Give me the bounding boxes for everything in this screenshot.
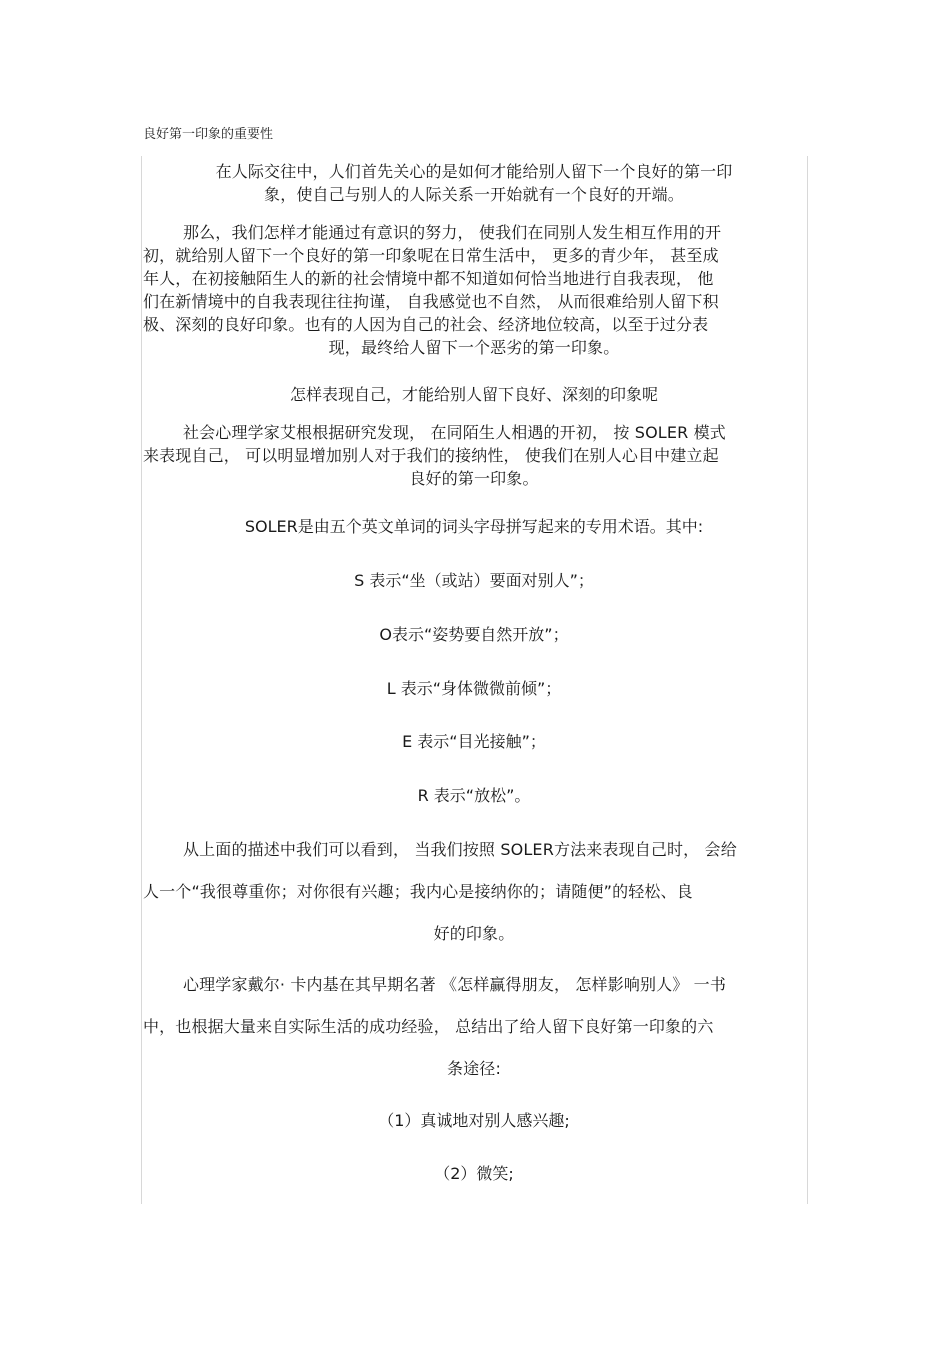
- paragraph-soler-intro: [143, 421, 805, 490]
- way-item-1: （1）真诚地对别人感兴趣;: [378, 1111, 570, 1130]
- text-line: 来表现自己， 可以明显增加别人对于我们的接纳性， 使我们在别人心目中建立起: [143, 446, 719, 465]
- soler-item-s: S 表示“坐（或站）要面对别人”；: [354, 571, 594, 590]
- question-line: 怎样表现自己，才能给别人留下良好、深刻的印象呢: [289, 385, 658, 404]
- text-line: 人一个“我很尊重你；对你很有兴趣；我内心是接纳你的；请随便”的轻松、良: [143, 882, 693, 901]
- text-line: 现，最终给人留下一个恶劣的第一印象。: [328, 338, 620, 357]
- paragraph-how: [143, 221, 805, 359]
- text-line: 条途径:: [447, 1059, 501, 1078]
- text-line: 年人，在初接触陌生人的新的社会情境中都不知道如何恰当地进行自我表现， 他: [143, 269, 714, 288]
- text-line: 那么，我们怎样才能通过有意识的努力， 使我们在同别人发生相互作用的开: [183, 223, 722, 242]
- text-line: 好的印象。: [433, 924, 515, 943]
- text-line: 极、深刻的良好印象。也有的人因为自己的社会、经济地位较高，以至于过分表: [143, 315, 709, 334]
- way-item-2: （2）微笑;: [434, 1164, 514, 1183]
- text-line: 心理学家戴尔· 卡内基在其早期名著 《怎样赢得朋友， 怎样影响别人》 一书: [183, 975, 726, 994]
- soler-item-e: E 表示“目光接触”；: [402, 732, 546, 751]
- text-line: 从上面的描述中我们可以看到， 当我们按照 SOLER方法来表现自己时， 会给: [183, 840, 737, 859]
- paragraph-carnegie: [143, 964, 805, 1090]
- soler-item-o: O表示“姿势要自然开放”；: [379, 625, 569, 644]
- text-line: 良好的第一印象。: [409, 469, 539, 488]
- text-line: 们在新情境中的自我表现往往拘谨， 自我感觉也不自然， 从而很难给别人留下积: [143, 292, 719, 311]
- paragraph-soler-effect: [143, 829, 805, 955]
- document-title: 良好第一印象的重要性: [143, 127, 274, 142]
- paragraph-intro: [143, 160, 805, 206]
- text-line: 中，也根据大量来自实际生活的成功经验， 总结出了给人留下良好第一印象的六: [143, 1017, 714, 1036]
- soler-item-l: L 表示“身体微微前倾”；: [386, 679, 562, 698]
- text-line: 象，使自己与别人的人际关系一开始就有一个良好的开端。: [264, 185, 684, 204]
- text-line: 社会心理学家艾根根据研究发现， 在同陌生人相遇的开初， 按 SOLER 模式: [183, 423, 726, 442]
- soler-item-r: R 表示“放松”。: [417, 786, 531, 805]
- text-line: 在人际交往中，人们首先关心的是如何才能给别人留下一个良好的第一印: [215, 162, 733, 181]
- soler-definition: SOLER是由五个英文单词的词头字母拼写起来的专用术语。其中:: [244, 517, 704, 536]
- text-line: 初，就给别人留下一个良好的第一印象呢在日常生活中， 更多的青少年， 甚至成: [143, 246, 719, 265]
